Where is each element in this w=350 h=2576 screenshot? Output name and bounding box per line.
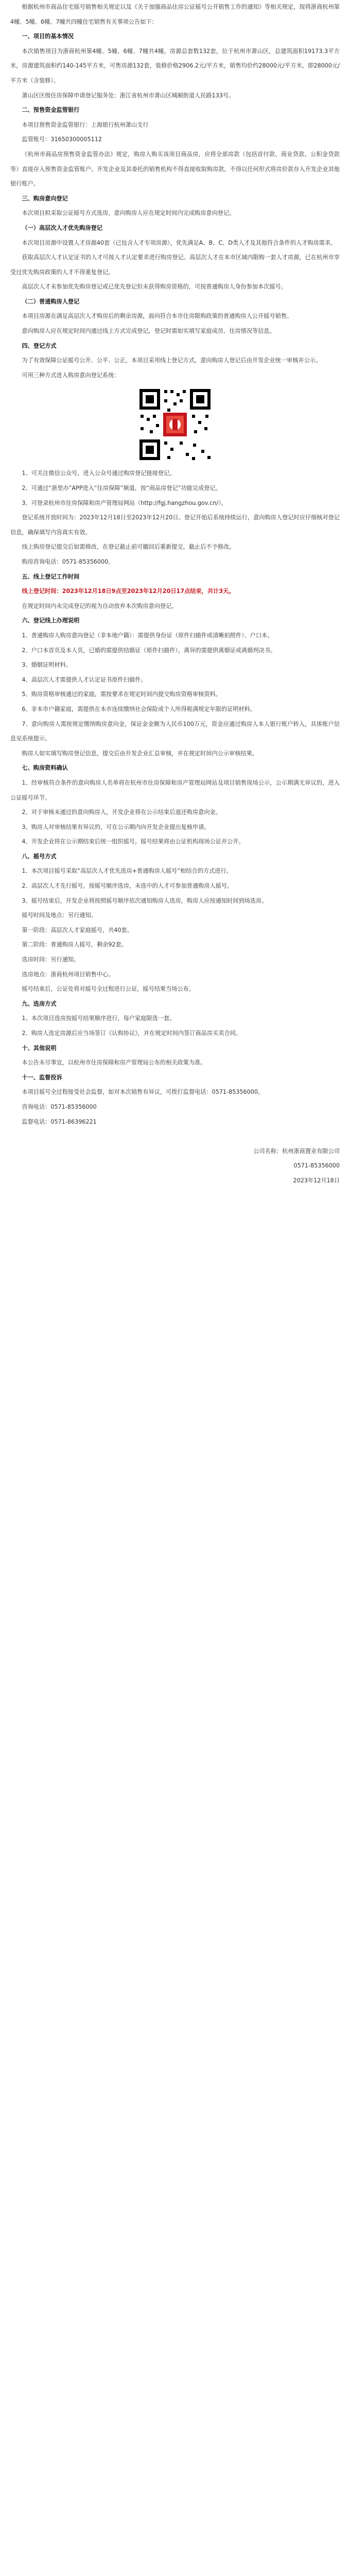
contact-phone: 咨询电话：0571-85356000 xyxy=(22,1103,97,1110)
qr-code-graphic xyxy=(136,386,214,463)
paragraph: 第一阶段：高层次人才家庭摇号，共40套。 xyxy=(22,926,133,934)
paragraph: 可用三种方式进入购房意向登记系统： xyxy=(22,371,120,379)
signature-date: 2023年12月18日 xyxy=(293,1177,340,1184)
paragraph: 为了有效保障公证摇号公开、公平、公正，本项目采用线上登记方式，意向购房人登记后由开发企业统一审核并公示。 xyxy=(22,357,322,364)
section-title: 二、预售资金监管银行 xyxy=(22,107,80,114)
article-body xyxy=(10,0,340,1189)
paragraph: 2、购房人选定房源后应当场签订《认购协议》，并在规定时间内签订商品房买卖合同。 xyxy=(22,1030,242,1037)
paragraph: 线上购房登记提交后如需修改，在登记截止前可撤回后重新提交，截止后不予修改。 xyxy=(22,544,235,551)
paragraph: 1、经审核符合条件的意向购房人名单将在杭州市住房保障和房产管理局网站及项目销售现场公示，公示期满无异议的，进入公证摇号环节。 xyxy=(10,779,340,801)
paragraph: 本项目摇号全过程接受社会监督，如对本次销售有异议，可拨打监督电话：0571-85356000。 xyxy=(22,1089,264,1096)
paragraph: 萧山区区级住房保障申请登记服务处：浙江省杭州市萧山区城厢街道人民路133号。 xyxy=(22,92,235,99)
section-title: 五、线上登记工作时间 xyxy=(22,573,80,580)
paragraph: 本公告未尽事宜，以杭州市住房保障和房产管理局公布的相关政策为准。 xyxy=(22,1059,206,1066)
paragraph: 3、摇号结束后，开发企业将按照摇号顺序依次通知购房人选房，购房人应按通知时间到场选房。 xyxy=(22,897,268,904)
paragraph: 2、户口本首页及本人页，已婚的需提供结婚证（原件扫描件），离异的需提供离婚证或离婚判决书。 xyxy=(22,647,276,654)
paragraph: 意向购房人应在规定时间内通过线上方式完成登记，登记时需如实填写家庭成员、住房情况等信息。 xyxy=(22,328,275,335)
paragraph: 登记系统开放时间为：2023年12月18日至2023年12月20日。登记开始后系统持续运行，意向购房人登记时应仔细核对登记信息，确保填写内容真实有效。 xyxy=(10,514,340,536)
intro-paragraph: 根据杭州市商品住宅摇号销售相关规定以及《关于加强商品住房公证摇号公开销售工作的通知》等相关规定，现将浙商杭州第4幢、5幢、6幢、7幢共四幢住宅销售有关事项公告如下： xyxy=(10,4,340,25)
section-title: 七、购房资料确认 xyxy=(22,765,68,772)
paragraph: 2、对于审核未通过的意向购房人，开发企业将在公示结束后退还购房意向金。 xyxy=(22,809,221,816)
section-title: 十一、监督投诉 xyxy=(22,1074,62,1081)
paragraph: 本项目房源在满足高层次人才购房后的剩余房源，面向符合本市住房限购政策的普通购房人公开摇号销售。 xyxy=(22,313,293,320)
paragraph: 2、高层次人才先行摇号，按摇号顺序选房，未选中的人才可参加普通购房人摇号。 xyxy=(22,883,233,890)
paragraph: 3、购房人对审核结果有异议的，可在公示期内向开发企业提出复核申请。 xyxy=(22,823,210,831)
signature-company: 公司名称：杭州浙商置业有限公司 xyxy=(253,1147,340,1155)
section-title: 三、购房意向登记 xyxy=(22,195,68,202)
paragraph: 摇号时间及地点：另行通知。 xyxy=(22,912,97,919)
paragraph: 1、可关注微信公众号，进入公众号通过购房登记链接登记。 xyxy=(22,470,176,477)
paragraph: 7、意向购房人需按规定缴纳购房意向金，保证金金额为人民币100万元，资金应通过购房人本人银行账户转入，具体账户信息见系统提示。 xyxy=(10,720,340,742)
paragraph-highlight: 线上登记时间：2023年12月18日9点至2023年12月20日17点结束，共计3天。 xyxy=(22,588,235,595)
paragraph: 5、购房资格审核通过的家庭，需按要求在规定时间内提交购房资格审核资料。 xyxy=(22,691,221,698)
paragraph: 本次项目房源中设置人才房源40套（已包含人才专项房源），优先满足A、B、C、D类人才及其他符合条件的人才购房需求。 xyxy=(22,239,337,246)
paragraph: 4、高层次人才需提供人才认定证书原件扫描件。 xyxy=(22,676,147,683)
paragraph: 摇号结束后，公证处将对摇号全过程进行公证，摇号结果当场公布。 xyxy=(22,986,195,993)
section-title: 一、项目的基本情况 xyxy=(22,33,74,40)
contact-phone-2: 监督电话：0571-86396221 xyxy=(22,1118,97,1125)
paragraph: 《杭州市商品房预售资金监管办法》规定，购房人购买该项目商品房，应将全部房款（包括首付款、商业贷款、公积金贷款等）直接存入预售资金监管账户。开发企业及其委托的销售机构不得直接收取购房款，不得以任何形式将房价款存入开发企业其他银行账户。 xyxy=(10,150,340,188)
paragraph: 3、可登录杭州市住房保障和房产管理局网站（http://fgj.hangzhou.gov.cn/）。 xyxy=(22,499,227,506)
section-title: 八、摇号方式 xyxy=(22,853,57,860)
signature-phone: 0571-85356000 xyxy=(293,1162,340,1170)
subsection-title: （二）普通购房人登记 xyxy=(22,298,80,305)
paragraph: 4、开发企业将在公示期结束后统一组织摇号，摇号结果将由公证机构现场公证并公开。 xyxy=(22,838,244,845)
paragraph: 本次项目拟采取公证摇号方式选房，意向购房人应在规定时间内完成购房意向登记。 xyxy=(22,210,235,217)
section-title: 四、登记方式 xyxy=(22,342,57,349)
section-title: 九、选房方式 xyxy=(22,1000,57,1007)
paragraph: 2、可通过“浙里办”APP进入“住房保障”频道，按“商品房登记”功能完成登记。 xyxy=(22,485,221,492)
subsection-title: （一）高层次人才优先购房登记 xyxy=(22,224,103,231)
paragraph: 1、普通购房人购房意向登记（非本地户籍）：需提供身份证（原件扫描件或清晰拍照件）、户口本。 xyxy=(22,632,273,639)
paragraph: 监管账号：31650300005112 xyxy=(22,136,102,143)
paragraph: 选房时间：另行通知。 xyxy=(22,956,80,963)
paragraph: 1、本次项目选房按摇号结果顺序进行，每户家庭限选一套。 xyxy=(22,1015,176,1022)
paragraph: 本次销售项目为浙商杭州第4幢、5幢、6幢、7幢共4幢，房源总套数132套，位于杭州市萧山区，总建筑面积19173.3平方米，房源建筑面积约140-145平方米，可售房源132套，装修价格2906.2元/平方米，销售均价约28000元/平方米，即28000元/平方米（含装修）。 xyxy=(10,47,340,84)
paragraph: 第二阶段：普通购房人摇号，剩余92套。 xyxy=(22,941,127,948)
paragraph: 购房咨询电话：0571-85356000。 xyxy=(22,558,114,565)
paragraph: 高层次人才未参加优先购房登记或已优先登记但未获得购房资格的，可按普通购房人身份参加本次摇号。 xyxy=(22,283,287,291)
paragraph: 1、本次项目摇号采取“高层次人才优先选房+普通购房人摇号”相结合的方式进行。 xyxy=(22,868,232,875)
paragraph: 选房地点：浙商杭州项目销售中心。 xyxy=(22,971,114,978)
paragraph: 在规定时间内未完成登记的视为自动放弃本次购房意向登记。 xyxy=(22,602,178,609)
paragraph: 购房人如实填写购房登记信息，提交后由开发企业汇总审核，并在规定时间内公示审核结果。 xyxy=(22,750,258,757)
paragraph: 6、非本市户籍家庭，需提供在本市连续缴纳社会保险或个人所得税满规定年限的证明材料。 xyxy=(22,705,256,713)
paragraph: 获取高层次人才认定证书的人才可按人才认定要求进行购房登记。高层次人才在本市区域内限购一套人才房源，已在杭州市享受过优先购房政策的人才不得重复登记。 xyxy=(10,254,340,276)
qr-code-icon[interactable] xyxy=(136,386,214,463)
section-title: 六、登记线上办理说明 xyxy=(22,617,80,624)
paragraph: 3、婚姻证明材料。 xyxy=(22,662,72,669)
section-title: 十、其他说明 xyxy=(22,1044,57,1052)
paragraph: 本项目预售资金监管银行：上海银行杭州萧山支行 xyxy=(22,121,149,128)
